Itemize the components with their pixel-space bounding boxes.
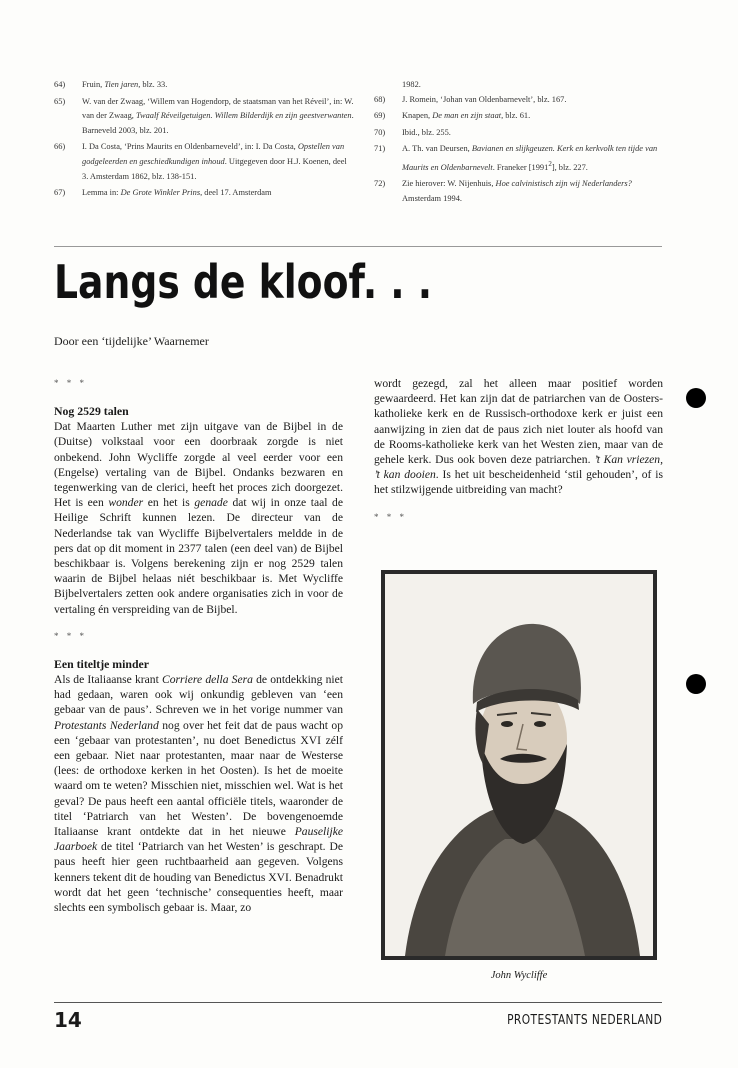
footnotes-left-column — [54, 78, 354, 203]
article-column-right — [374, 376, 663, 538]
footnote: 68) J. Romein, ‘Johan van Oldenbarnevelt’, blz. 167. — [374, 94, 567, 104]
publication-title: PROTESTANTS NEDERLAND — [506, 1013, 662, 1028]
article-byline: Door een ‘tijdelijke’ Waarnemer — [54, 334, 209, 348]
footnote: 70) Ibid., blz. 255. — [374, 127, 451, 137]
footnote: 65) W. van der Zwaag, ‘Willem van Hogendorp, de staatsman van het Réveil’, in: W. van der Zwaag, Twaalf Réveilgetuigen. Willem Bilderdijk en zijn geestverwanten. Barneveld 2003, blz. 201. — [54, 96, 354, 135]
footnote-continuation: 1982. — [402, 80, 421, 89]
footnote: 72) Zie hierover: W. Nijenhuis, Hoe calvinistisch zijn wij Nederlanders? Amsterdam 1994. — [374, 179, 632, 203]
binder-hole — [686, 388, 706, 408]
footer-divider — [54, 1002, 662, 1003]
separator-stars: * * * — [54, 378, 87, 388]
footnote: 71) A. Th. van Deursen, Bavianen en slijkgeuzen. Kerk en kerkvolk ten tijde van Maurits en Oldenbarnevelt. Franeker [1991$^2$], blz. 227. — [374, 144, 658, 172]
footnotes-right-column — [374, 78, 664, 209]
article-column-left — [54, 376, 343, 915]
page-number: 14 — [54, 1008, 82, 1032]
portrait-image — [381, 570, 657, 960]
binder-hole — [686, 674, 706, 694]
footnote: 69) Knapen, De man en zijn staat, blz. 61. — [374, 111, 531, 121]
section-heading: Een titeltje minder — [54, 656, 150, 671]
footnote: 64) Fruin, Tien jaren, blz. 33. — [54, 80, 168, 89]
section-body: Als de Italiaanse krant Corriere della Sera de ontdekking niet had gedaan, waren ook wij onkundig gebleven van ‘een gebaar van de paus’. Schreven we in het vorige nummer van Protestants Nederland nog over het feit dat de paus wacht op een ‘gebaar van protestanten’, nu doet Benedictus XVI zélf een gebaar. Niet naar protestanten, maar naar de Westerse (lees: de orthodoxe kerken in het Oosten). Is het de moeite waard om te weten? Misschien niet, misschien wel. Wat is het geval? De paus heeft een aantal officiële titels, waaronder de titel ‘Patriarch van het Westen’. De bovengenoemde Italiaanse krant ontdekte dat in het nieuwe Pauselijke Jaarboek de titel ‘Patriarch van het Westen’ is geschrapt. De paus heeft hier geen ruchtbaarheid aan gegeven. Volgens kenners tekent dit de houding van Benedictus XVI. Benadrukt wordt dat het geen ‘technische’ consequenties heeft, maar slechts een symbolisch gebaar is. Maar, zo — [54, 673, 343, 915]
separator-stars: * * * — [54, 630, 87, 641]
footnote: 66) I. Da Costa, ‘Prins Maurits en Oldenbarneveld’, in: I. Da Costa, Opstellen van godgeleerden en geschiedkundigen inhoud. Uitgegeven door H.J. Koenen, deel 3. Amsterdam 1862, blz. 138-151. — [54, 142, 347, 181]
section-body-continued: wordt gezegd, zal het alleen maar positief worden gewaardeerd. Het kan zijn dat de patriarchen van de Oosters-katholieke kerk en de Russisch-orthodoxe kerk er juist een aanwijzing in zien dat de paus zich niet louter als hoofd van de Rooms-katholieke kerk van het Westen zien, maar van de gehele kerk. Dus ook boven deze patriarchen. ’t Kan vriezen, ’t kan dooien. Is het uit bescheidenheid ‘stil gehouden’, of is het stilzwijgende uitbreiding van macht? — [374, 377, 663, 497]
separator-stars: * * * — [374, 511, 407, 522]
section-body: Dat Maarten Luther met zijn uitgave van de Bijbel in de (Duitse) volkstaal voor een doorbraak zorgde is niet onbekend. John Wycliffe zorgde al veel eerder voor een (Engelse) vertaling van de Bijbel. Ondanks bezwaren en tegenwerking van de clerici, heeft het proces zich doorgezet. Het is een wonder en het is genade dat wij in onze taal de Heilige Schrift kunnen lezen. De directeur van de Nederlandse tak van Wycliffe Bijbelvertalers meldde in de pers dat op dit moment in 2377 talen (een deel van) de Bijbel beschikbaar is. Volgens berekening zijn er nog 2529 talen waarin de Bijbel helaas niét beschikbaar is. Met Wycliffe Bijbelvertalers zetten ook andere organisaties zich in voor de vertaling én verspreiding van de Bijbel. — [54, 420, 343, 616]
article-title: Langs de kloof. . . — [54, 255, 433, 309]
section-divider — [54, 246, 662, 247]
section-heading: Nog 2529 talen — [54, 404, 129, 418]
portrait-illustration — [385, 574, 653, 956]
image-caption: John Wycliffe — [490, 970, 548, 981]
footnote: 67) Lemma in: De Grote Winkler Prins, deel 17. Amsterdam — [54, 188, 272, 198]
